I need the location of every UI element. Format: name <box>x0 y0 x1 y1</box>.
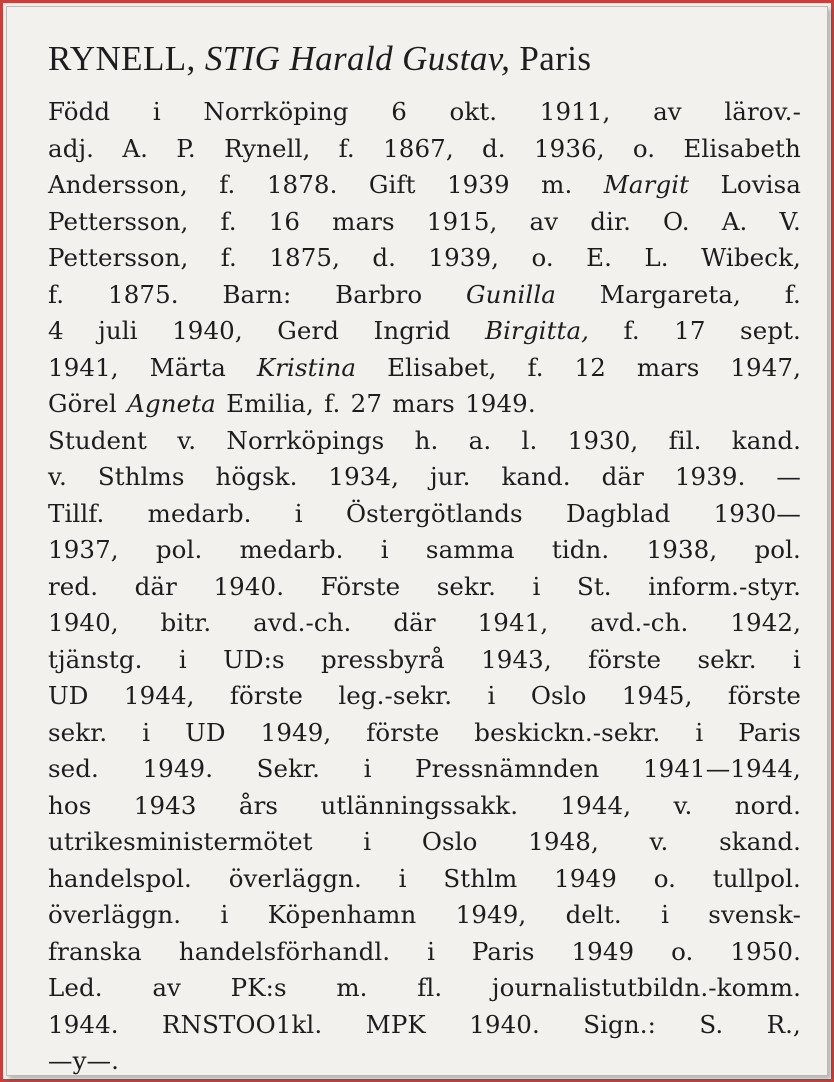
word: förste <box>588 644 662 674</box>
word: m. <box>541 170 573 199</box>
word: o. <box>653 863 677 893</box>
word: A. <box>721 206 748 236</box>
word: i <box>178 644 187 674</box>
word: avd.-ch. <box>590 608 689 637</box>
word: där <box>393 608 436 637</box>
text-line <box>48 934 801 971</box>
text-line <box>48 277 801 314</box>
word: journalistutbildn.-komm. <box>491 973 801 1002</box>
word: MPK <box>365 1009 426 1039</box>
word: 1867, <box>383 133 454 163</box>
word: Född <box>48 97 111 126</box>
word: av <box>529 206 559 236</box>
word: 1949. <box>465 389 536 418</box>
word: i <box>487 681 496 710</box>
word: fil. <box>668 425 702 455</box>
word: o. <box>671 936 694 966</box>
word: d. <box>482 133 506 163</box>
word: 1930— <box>713 498 801 528</box>
word: pressbyrå <box>320 644 445 674</box>
word: i <box>363 754 372 783</box>
text-line <box>48 386 801 423</box>
text-line <box>48 532 801 569</box>
word: red. <box>48 571 99 601</box>
word: fl. <box>417 973 443 1002</box>
word: Emilia, <box>226 389 314 418</box>
word: Paris <box>471 936 535 966</box>
word: 1940, <box>48 608 119 637</box>
word: mars <box>636 352 700 382</box>
word: i <box>220 900 229 929</box>
text-line <box>48 897 801 934</box>
word: pol. <box>754 535 801 564</box>
entry-heading <box>48 33 801 85</box>
word: 1941, <box>48 352 119 382</box>
word: Paris <box>738 717 801 747</box>
word: 1949, <box>260 717 332 747</box>
word: Elisabeth <box>683 133 801 163</box>
word: Tillf. <box>48 498 105 528</box>
word: Barbro <box>335 279 423 309</box>
word: sept. <box>740 316 801 345</box>
word: Sekr. <box>256 754 321 783</box>
word: 1911, <box>539 97 611 126</box>
word: L. <box>644 243 669 272</box>
word: Barn: <box>222 279 292 309</box>
word: 1949, <box>455 900 527 929</box>
word: Märta <box>149 352 226 382</box>
word: 1945, <box>621 681 693 710</box>
word: kand. <box>501 462 571 491</box>
word: Förste <box>320 571 401 601</box>
word: tidn. <box>551 535 610 564</box>
text-line <box>48 970 801 1007</box>
word: 1934, <box>328 462 400 491</box>
text-line <box>48 605 801 642</box>
word: 1949 <box>571 936 635 966</box>
word: St. <box>576 571 612 601</box>
word: mars <box>332 206 395 236</box>
word: m. <box>336 973 368 1002</box>
word: bitr. <box>160 608 212 637</box>
word: v. <box>673 790 693 820</box>
text-line <box>48 751 801 788</box>
word: f. <box>623 316 640 345</box>
text-line <box>48 350 801 387</box>
word: f. <box>220 243 237 272</box>
word: skand. <box>719 827 801 856</box>
word: i <box>152 97 161 126</box>
word: 1875, <box>269 243 340 272</box>
word: 1939 <box>446 170 510 199</box>
word: 1943 <box>133 790 197 820</box>
word: 1949. <box>142 754 214 783</box>
text-line <box>48 678 801 715</box>
heading-given-names: STIG Harald Gustav, <box>204 39 511 78</box>
word: P. <box>176 133 196 163</box>
word: i <box>793 644 801 674</box>
word: överläggn. <box>48 900 182 929</box>
word: 6 <box>391 97 407 126</box>
word: f. <box>784 279 801 309</box>
word: leg.-sekr. <box>338 681 453 710</box>
word: Lovisa <box>720 170 801 199</box>
word: 1875. <box>108 279 179 309</box>
italic-word: Gunilla <box>466 279 556 309</box>
word: Sthlm <box>443 863 518 893</box>
word: a. <box>468 425 492 455</box>
word: Gerd <box>277 316 340 345</box>
word: adj. <box>48 133 95 163</box>
word: i <box>398 863 407 893</box>
word: utlänningssakk. <box>320 790 519 820</box>
word: 1940. <box>469 1009 540 1039</box>
text-line <box>48 459 801 496</box>
entry-body <box>48 94 801 1080</box>
word: Köpenhamn <box>267 900 417 929</box>
word: 1938, <box>646 535 718 564</box>
word: h. <box>414 425 439 455</box>
word: A. <box>122 133 149 163</box>
word: Görel <box>48 389 117 418</box>
word: i <box>142 717 151 747</box>
word: 1941, <box>477 608 549 637</box>
word: förste <box>229 681 303 710</box>
word: 1950. <box>730 936 801 966</box>
italic-word: Margit <box>603 170 690 199</box>
word: 1944, <box>560 790 632 820</box>
word: UD <box>185 717 226 747</box>
word: sed. <box>48 754 99 783</box>
word: utrikesministermötet <box>48 827 313 856</box>
word: pol. <box>155 535 203 564</box>
word: UD:s <box>223 644 285 674</box>
word: Norrköpings <box>226 425 385 455</box>
word: där <box>601 462 644 491</box>
italic-word: Agneta <box>127 389 216 418</box>
word: 4 <box>48 316 64 345</box>
word: Norrköping <box>203 97 349 126</box>
italic-word: Birgitta, <box>485 316 590 345</box>
word: kand. <box>731 425 801 455</box>
word: medarb. <box>239 535 344 564</box>
word: Pettersson, <box>48 243 189 272</box>
word: samma <box>425 535 515 564</box>
word: f. <box>338 133 355 163</box>
word: o. <box>531 243 554 272</box>
word: av <box>653 97 682 126</box>
word: v. <box>649 827 669 856</box>
word: handelsförhandl. <box>178 936 391 966</box>
word: S. <box>699 1009 724 1039</box>
text-line <box>48 1007 801 1044</box>
text-line <box>48 569 801 606</box>
word: Oslo <box>421 827 478 856</box>
heading-place: Paris <box>519 39 592 78</box>
word: 16 <box>268 206 301 236</box>
word: i <box>363 827 372 856</box>
word: Led. <box>48 973 103 1002</box>
word: 1878. <box>266 170 338 199</box>
word: handelspol. <box>48 863 192 893</box>
text-line <box>48 824 801 861</box>
word: 1948, <box>528 827 599 856</box>
word: d. <box>372 243 397 272</box>
word: sekr. <box>436 571 496 601</box>
word: av <box>152 973 181 1002</box>
word: i <box>661 900 669 929</box>
word: nord. <box>734 790 801 820</box>
word: 1940, <box>172 316 243 345</box>
word: Rynell, <box>224 133 311 163</box>
word: Gift <box>368 170 416 199</box>
word: 1936, <box>533 133 605 163</box>
text-line <box>48 131 801 168</box>
word: 1939, <box>428 243 500 272</box>
word: V. <box>779 206 801 236</box>
word: hos <box>48 790 92 820</box>
word: inform.-styr. <box>648 571 801 601</box>
word: —y—. <box>48 1046 120 1075</box>
word: Östergötlands <box>345 498 523 528</box>
biography-entry <box>48 33 801 1080</box>
word: i <box>427 936 436 966</box>
word: dir. <box>590 206 631 236</box>
word: Oslo <box>530 681 587 710</box>
word: Sthlms <box>97 462 185 491</box>
word: — <box>776 462 801 491</box>
word: 1944, <box>123 681 195 710</box>
word: v. <box>177 425 197 455</box>
text-line <box>48 240 801 277</box>
text-line <box>48 167 801 204</box>
word: tjänstg. <box>48 644 143 674</box>
word: okt. <box>449 97 498 126</box>
word: sekr. <box>697 644 757 674</box>
word: f. <box>48 279 65 309</box>
word: högsk. <box>215 462 298 491</box>
word: förste <box>727 681 801 710</box>
word: avd.-ch. <box>253 608 352 637</box>
word: f. <box>219 170 236 199</box>
word: v. <box>48 462 67 491</box>
word: Student <box>48 425 147 455</box>
word: Dagblad <box>565 498 671 528</box>
word: 1930, <box>567 425 639 455</box>
word: 1949 <box>554 863 617 893</box>
word: 1940. <box>213 571 285 601</box>
word: jur. <box>429 462 471 491</box>
word: Pressnämnden <box>415 754 600 783</box>
word: R., <box>766 1009 801 1039</box>
word: i <box>380 535 389 564</box>
word: E. <box>586 243 613 272</box>
word: Elisabet, <box>387 352 497 382</box>
word: 12 <box>574 352 606 382</box>
word: 1947, <box>730 352 801 382</box>
word: 1944. <box>48 1009 119 1039</box>
word: Wibeck, <box>701 243 801 272</box>
italic-word: Kristina <box>256 352 357 382</box>
word: 27 <box>350 389 383 418</box>
word: i <box>294 498 303 528</box>
word: Sign.: <box>583 1009 656 1039</box>
word: 17 <box>674 316 706 345</box>
word: 1915, <box>426 206 498 236</box>
text-line <box>48 204 801 241</box>
text-line <box>48 496 801 533</box>
text-line <box>48 861 801 898</box>
text-line <box>48 642 801 679</box>
word: Andersson, <box>48 170 188 199</box>
word: Margareta, <box>599 279 741 309</box>
word: O. <box>663 206 690 236</box>
word: års <box>238 790 279 820</box>
word: 1942, <box>730 608 801 637</box>
word: f. <box>220 206 237 236</box>
text-line <box>48 788 801 825</box>
word: juli <box>98 316 138 345</box>
word: delt. <box>565 900 622 929</box>
word: i <box>695 717 704 747</box>
word: sekr. <box>48 717 108 747</box>
word: o. <box>632 133 656 163</box>
text-line <box>48 1043 801 1080</box>
word: i <box>532 571 541 601</box>
word: 1941—1944, <box>642 754 801 783</box>
text-line <box>48 313 801 350</box>
word: f. <box>324 389 341 418</box>
text-line <box>48 715 801 752</box>
word: mars <box>392 389 455 418</box>
word: PK:s <box>230 973 287 1002</box>
text-line <box>48 423 801 460</box>
word: Ingrid <box>373 316 451 345</box>
word: medarb. <box>147 498 252 528</box>
word: 1939. <box>674 462 746 491</box>
word: överläggn. <box>228 863 362 893</box>
word: beskickn.-sekr. <box>474 717 661 747</box>
word: RNSTOO1kl. <box>162 1009 323 1039</box>
word: Pettersson, <box>48 206 189 236</box>
word: f. <box>527 352 544 382</box>
word: UD <box>48 681 89 710</box>
word: där <box>134 571 177 601</box>
word: franska <box>48 936 142 966</box>
word: 1937, <box>48 535 119 564</box>
word: 1943, <box>481 644 552 674</box>
word: förste <box>366 717 440 747</box>
word: svensk- <box>708 900 801 929</box>
heading-surname: RYNELL, <box>48 39 196 78</box>
word: lärov.- <box>724 97 801 126</box>
word: tullpol. <box>712 863 801 893</box>
word: l. <box>521 425 538 455</box>
text-line <box>48 94 801 131</box>
